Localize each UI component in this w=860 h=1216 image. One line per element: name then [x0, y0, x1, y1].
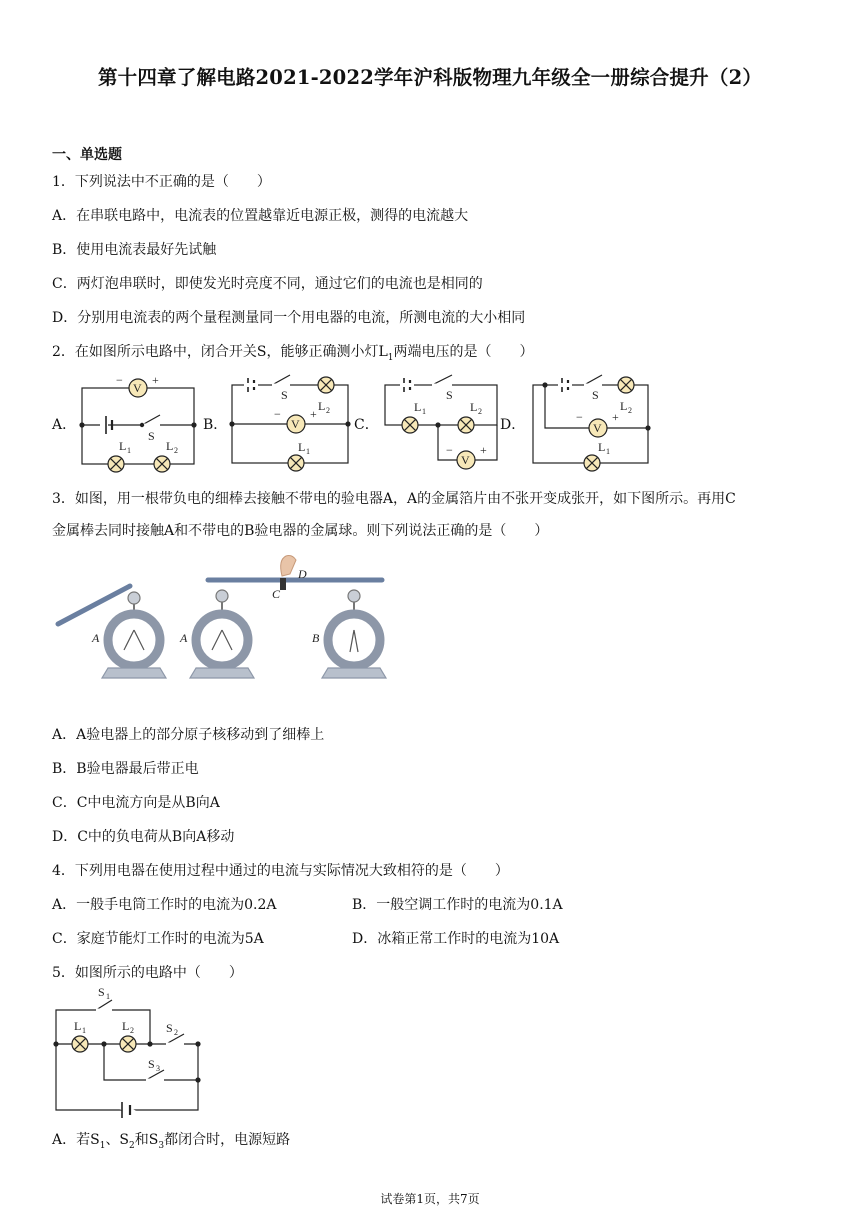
svg-text:L: L	[414, 400, 422, 414]
circuit-a	[80, 373, 196, 472]
electroscope-a-right	[190, 590, 254, 678]
q5-circuit	[54, 985, 200, 1118]
svg-text:A: A	[92, 631, 100, 645]
svg-text:L: L	[298, 440, 306, 454]
svg-text:+: +	[310, 407, 317, 421]
q3-option-d: D．C中的负电荷从B向A移动	[52, 829, 235, 845]
q5-stem: 5．如图所示的电路中（ ）	[52, 965, 243, 981]
svg-text:3: 3	[156, 1064, 160, 1073]
q4-option-b: B．一般空调工作时的电流为0.1A	[352, 897, 563, 913]
svg-text:2: 2	[628, 406, 632, 415]
svg-text:1: 1	[606, 447, 610, 456]
q2-label-c: C．	[354, 417, 379, 433]
svg-text:B: B	[312, 631, 320, 645]
svg-text:L: L	[166, 439, 174, 453]
q3-stem-line1: 3．如图，用一根带负电的细棒去接触不带电的验电器A，A的金属箔片由不张开变成张开，如下图所示。再用C	[52, 491, 736, 507]
svg-text:L: L	[119, 439, 127, 453]
svg-text:1: 1	[422, 407, 426, 416]
svg-text:V: V	[291, 417, 300, 431]
svg-text:−: −	[274, 407, 281, 421]
q1-option-a: A．在串联电路中，电流表的位置越靠近电源正极，测得的电流越大	[52, 208, 469, 224]
q2-label-d: D．	[500, 417, 526, 433]
svg-text:S: S	[148, 429, 155, 443]
svg-text:S: S	[98, 985, 105, 999]
svg-text:+: +	[480, 443, 487, 457]
svg-text:S: S	[592, 388, 599, 402]
electroscope-b	[322, 590, 386, 678]
svg-text:S: S	[166, 1021, 173, 1035]
svg-text:L: L	[122, 1019, 130, 1033]
q4-option-d: D．冰箱正常工作时的电流为10A	[352, 931, 560, 947]
q1-option-d: D．分别用电流表的两个量程测量同一个用电器的电流，所测电流的大小相同	[52, 310, 526, 326]
svg-text:2: 2	[174, 1028, 178, 1037]
svg-text:V: V	[593, 421, 602, 435]
q3-stem-line2: 金属棒去同时接触A和不带电的B验电器的金属球。则下列说法正确的是（ ）	[52, 523, 549, 539]
lamp-l1-icon	[108, 456, 124, 472]
q2-label-a: A．	[52, 417, 77, 433]
q1-option-b: B．使用电流表最好先试触	[52, 242, 217, 258]
svg-text:V: V	[133, 381, 142, 395]
svg-text:+: +	[152, 373, 159, 387]
svg-text:L: L	[620, 399, 628, 413]
svg-text:A: A	[180, 631, 188, 645]
electroscope-a-left	[102, 592, 166, 678]
svg-text:2: 2	[326, 406, 330, 415]
svg-text:D: D	[298, 567, 307, 581]
q5-option-a: A．若$S_1$、$S_2$和$S_3$都闭合时，电源短路	[52, 1132, 291, 1151]
circuit-c	[385, 375, 497, 469]
q3-option-c: C．C中电流方向是从B向A	[52, 795, 220, 811]
svg-text:−: −	[116, 373, 123, 387]
q2-label-b: B．	[203, 417, 228, 433]
q4-option-c: C．家庭节能灯工作时的电流为5A	[52, 931, 264, 947]
svg-text:−: −	[576, 410, 583, 424]
svg-text:1: 1	[127, 446, 131, 455]
svg-text:L: L	[74, 1019, 82, 1033]
circuit-d	[533, 375, 650, 471]
svg-text:1: 1	[82, 1026, 86, 1035]
svg-text:+: +	[612, 410, 619, 424]
svg-text:S: S	[281, 388, 288, 402]
lamp-l2-icon	[154, 456, 170, 472]
svg-text:L: L	[318, 399, 326, 413]
svg-text:2: 2	[130, 1026, 134, 1035]
electroscope-figure	[58, 556, 386, 679]
svg-text:2: 2	[478, 407, 482, 416]
section-heading: 一、单选题	[52, 147, 122, 163]
q4-stem: 4．下列用电器在使用过程中通过的电流与实际情况大致相符的是（ ）	[52, 863, 509, 879]
q1-option-c: C．两灯泡串联时，即使发光时亮度不同，通过它们的电流也是相同的	[52, 276, 483, 292]
svg-text:−: −	[446, 443, 453, 457]
svg-text:L: L	[598, 440, 606, 454]
svg-text:S: S	[148, 1057, 155, 1071]
svg-text:1: 1	[106, 992, 110, 1001]
svg-text:1: 1	[306, 447, 310, 456]
svg-text:V: V	[461, 453, 470, 467]
svg-text:S: S	[446, 388, 453, 402]
circuit-b	[230, 375, 350, 471]
q1-stem: 1．下列说法中不正确的是（ ）	[52, 174, 271, 190]
svg-text:L: L	[470, 400, 478, 414]
page-footer: 试卷第1页，共7页	[380, 1192, 480, 1206]
page-title: 第十四章了解电路2021-2022学年沪科版物理九年级全一册综合提升（2）	[97, 66, 763, 89]
svg-text:C: C	[272, 587, 281, 601]
q3-option-b: B．B验电器最后带正电	[52, 761, 199, 777]
q4-option-a: A．一般手电筒工作时的电流为0.2A	[52, 897, 277, 913]
q3-option-a: A．A验电器上的部分原子核移动到了细棒上	[52, 727, 325, 743]
svg-text:2: 2	[174, 446, 178, 455]
q2-stem: 2．在如图所示电路中，闭合开关S，能够正确测小灯$L_1$两端电压的是（ ）	[52, 344, 534, 363]
